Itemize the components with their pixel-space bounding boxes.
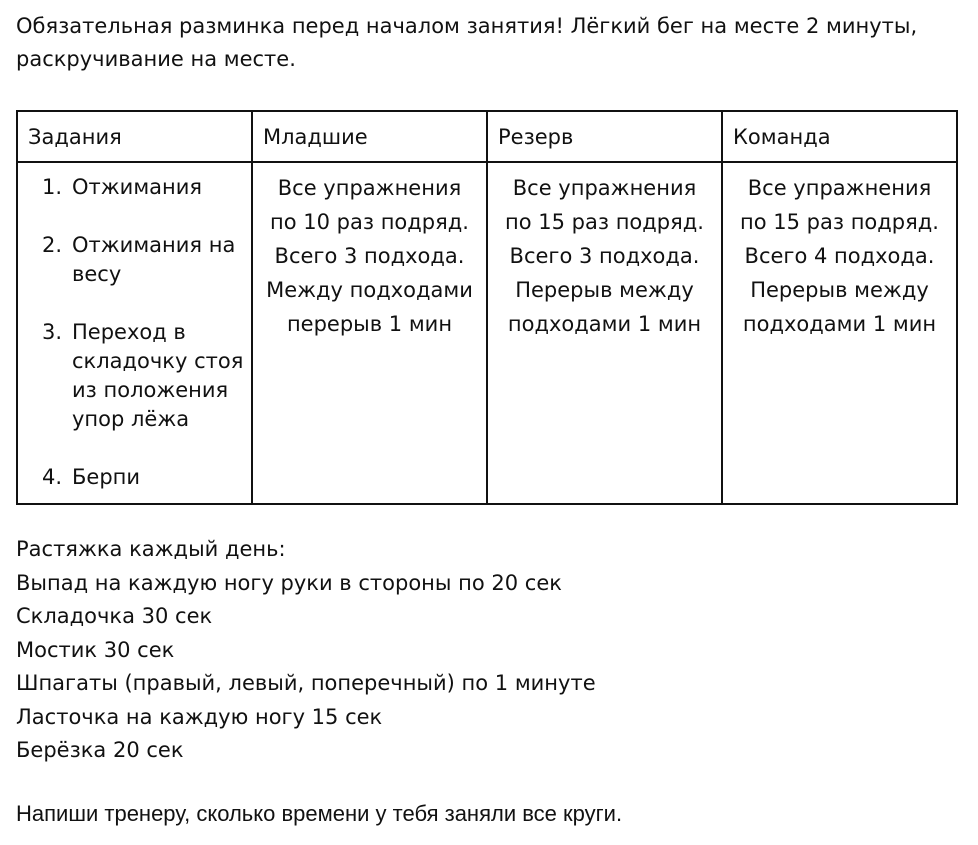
- stretching-item: Ласточка на каждую ногу 15 сек: [16, 704, 383, 729]
- intro-text: [16, 10, 966, 76]
- reserve-cell: [487, 162, 722, 504]
- stretching-item: Шпагаты (правый, левый, поперечный) по 1 минуте: [16, 671, 596, 695]
- task-line: Отжимания на: [72, 233, 236, 257]
- instruction-line: Перерыв между: [750, 278, 929, 302]
- task-item: [18, 173, 251, 202]
- task-line: Переход в: [72, 320, 186, 344]
- juniors-cell: [252, 162, 487, 504]
- reserve-instructions: [488, 163, 721, 341]
- intro-line-1: Обязательная разминка перед началом занятия! Лёгкий бег на месте 2 минуты,: [16, 14, 918, 38]
- table-header-row: [17, 111, 957, 162]
- header-reserve: Резерв: [487, 111, 722, 162]
- task-line: весу: [72, 262, 122, 286]
- instruction-line: по 10 раз подряд.: [270, 210, 469, 234]
- instruction-line: перерыв 1 мин: [286, 312, 453, 336]
- footer-note: Напиши тренеру, сколько времени у тебя заняли все круги.: [16, 801, 623, 826]
- stretching-item: Берёзка 20 сек: [16, 738, 184, 762]
- task-text: [62, 318, 247, 434]
- task-number: 2.: [41, 233, 62, 257]
- header-juniors: Младшие: [252, 111, 487, 162]
- instruction-line: Все упражнения: [512, 176, 697, 200]
- instruction-line: Между подходами: [266, 278, 473, 302]
- stretching-item: Мостик 30 сек: [16, 637, 175, 662]
- instruction-line: по 15 раз подряд.: [740, 210, 939, 234]
- exercise-table: [16, 110, 958, 505]
- task-text: [62, 173, 247, 202]
- task-line: Берпи: [72, 465, 141, 489]
- instruction-line: Все упражнения: [747, 176, 932, 200]
- intro-line-2: раскручивание на месте.: [16, 47, 296, 71]
- task-number: 1.: [41, 175, 62, 199]
- stretching-item: Выпад на каждую ногу руки в стороны по 20 сек: [16, 570, 562, 595]
- juniors-instructions: [253, 163, 486, 341]
- instruction-line: Всего 3 подхода.: [274, 244, 465, 268]
- task-item: [18, 318, 251, 434]
- task-line: Отжимания: [72, 175, 203, 199]
- stretching-item: Складочка 30 сек: [16, 604, 213, 628]
- instruction-line: Всего 4 подхода.: [744, 244, 935, 268]
- team-instructions: [723, 163, 956, 341]
- task-item: [18, 463, 251, 492]
- task-text: [62, 231, 247, 289]
- instruction-line: Перерыв между: [515, 278, 694, 302]
- task-text: [62, 463, 247, 492]
- stretching-title: Растяжка каждый день:: [16, 537, 286, 561]
- instruction-line: Все упражнения: [277, 176, 462, 200]
- task-item: [18, 231, 251, 289]
- header-tasks: Задания: [17, 111, 252, 162]
- team-cell: [722, 162, 957, 504]
- stretching-section: [16, 533, 596, 768]
- task-line: из положения: [72, 378, 229, 402]
- instruction-line: подходами 1 мин: [742, 312, 937, 336]
- task-number: 4.: [41, 465, 62, 489]
- task-number: 3.: [41, 320, 62, 344]
- table-row: [17, 162, 957, 504]
- instruction-line: по 15 раз подряд.: [505, 210, 704, 234]
- tasks-cell: [17, 162, 252, 504]
- task-line: складочку стоя: [72, 349, 244, 373]
- task-list: [18, 163, 251, 492]
- header-team: Команда: [722, 111, 957, 162]
- task-line: упор лёжа: [72, 407, 190, 431]
- instruction-line: подходами 1 мин: [507, 312, 702, 336]
- instruction-line: Всего 3 подхода.: [509, 244, 700, 268]
